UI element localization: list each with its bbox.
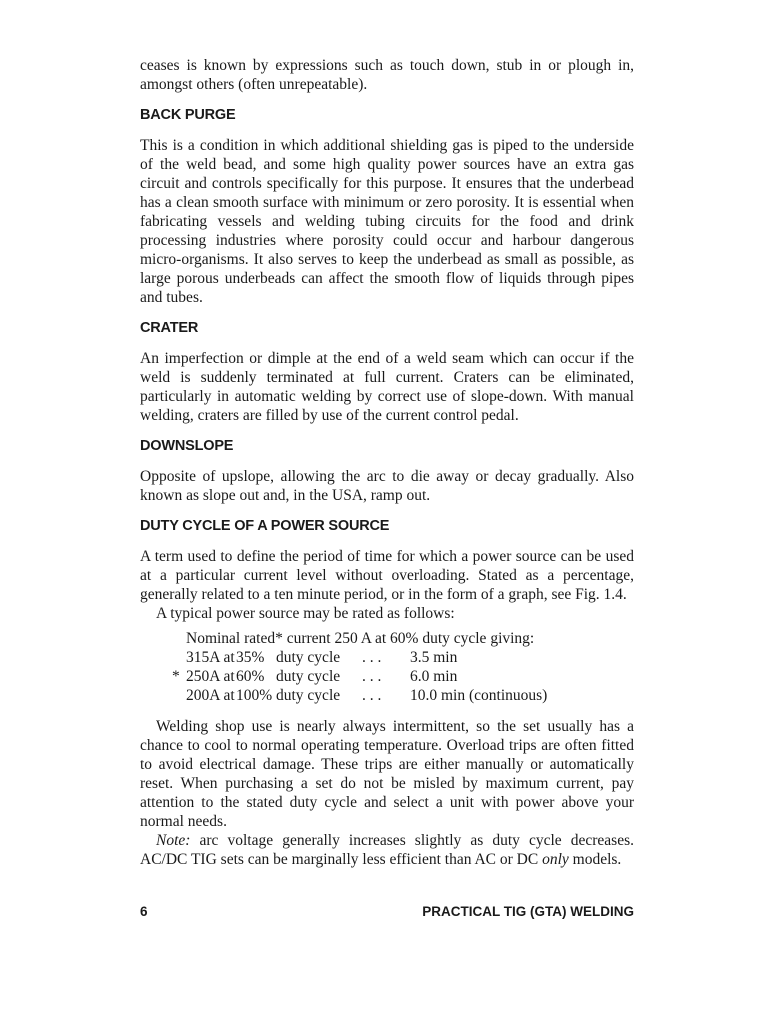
paragraph-rating-intro: A typical power source may be rated as follows: (156, 605, 455, 622)
rating-cycle: duty cycle (276, 687, 341, 704)
intro-paragraph: ceases is known by expressions such as touch down, stub in or plough in, amongst others (often unrepeatable). (140, 57, 634, 93)
rating-time: 6.0 min (410, 668, 458, 685)
paragraph-duty-cycle-definition: A term used to define the period of time for which a power source can be used at a particular current level without overloading. Stated as a percentage, generally related to a ten minute period, or in the form of a graph, see Fig. 1.4. (140, 548, 634, 603)
heading-back-purge: BACK PURGE (140, 107, 236, 123)
rating-dots: . . . (362, 687, 382, 704)
heading-downslope: DOWNSLOPE (140, 438, 234, 454)
paragraph-note (140, 831, 634, 869)
rating-cycle: duty cycle (276, 649, 341, 666)
note-label: Note: (156, 832, 191, 849)
page-body (140, 56, 634, 869)
rating-dots: . . . (362, 668, 382, 685)
rating-mark: * (172, 668, 180, 685)
rating-percent: 100% (236, 687, 273, 704)
rating-row (186, 648, 634, 667)
rating-row (172, 667, 634, 686)
rating-mark (172, 686, 186, 705)
rating-current: 200A at (186, 687, 235, 704)
rating-table (172, 629, 634, 705)
rating-mark (172, 648, 186, 667)
heading-crater: CRATER (140, 320, 199, 336)
heading-duty-cycle: DUTY CYCLE OF A POWER SOURCE (140, 518, 390, 534)
note-emphasis: only (542, 851, 569, 868)
rating-dots: . . . (362, 649, 382, 666)
note-text: arc voltage generally increases slightly as duty cycle decreases. AC/DC TIG sets can be marginally less efficient than AC or DC (140, 832, 634, 868)
rating-percent: 60% (236, 668, 265, 685)
rating-cycle: duty cycle (276, 668, 341, 685)
paragraph-crater: An imperfection or dimple at the end of a weld seam which can occur if the weld is suddenly terminated at full current. Craters can be eliminated, particularly in automatic welding by correct use of slope-down. With manual welding, craters are filled by use of the current control pedal. (140, 350, 634, 424)
running-title: PRACTICAL TIG (GTA) WELDING (422, 904, 634, 919)
note-text-end: models. (568, 851, 622, 868)
page-footer (140, 904, 634, 919)
rating-current: 250A at (186, 668, 235, 685)
paragraph-downslope: Opposite of upslope, allowing the arc to die away or decay gradually. Also known as slope out and, in the USA, ramp out. (140, 468, 634, 504)
rating-time: 3.5 min (410, 649, 458, 666)
paragraph-back-purge: This is a condition in which additional shielding gas is piped to the underside of the weld bead, and some high quality power sources have an extra gas circuit and controls specifically for this purpose. It ensures that the underbead has a clean smooth surface with minimum or zero porosity. It is essential when fabricating vessels and welding tubing circuits for the food and drink processing industries where porosity could occur and harbour dangerous micro-organisms. It also serves to keep the underbead as small as possible, as large porous underbeads can affect the smooth flow of liquids through pipes and tubes. (140, 137, 634, 306)
rating-row (186, 686, 634, 705)
paragraph-usage: Welding shop use is nearly always intermittent, so the set usually has a chance to cool to normal operating temperature. Overload trips are often fitted to avoid electrical damage. These trips are either manually or automatically reset. When purchasing a set do not be misled by maximum current, pay attention to the stated duty cycle and select a unit with power above your normal needs. (140, 718, 634, 830)
rating-current: 315A at (186, 649, 235, 666)
rating-percent: 35% (236, 649, 265, 666)
rating-time: 10.0 min (continuous) (410, 687, 548, 704)
page-number: 6 (140, 904, 148, 919)
rating-header: Nominal rated* current 250 A at 60% duty cycle giving: (186, 630, 535, 647)
